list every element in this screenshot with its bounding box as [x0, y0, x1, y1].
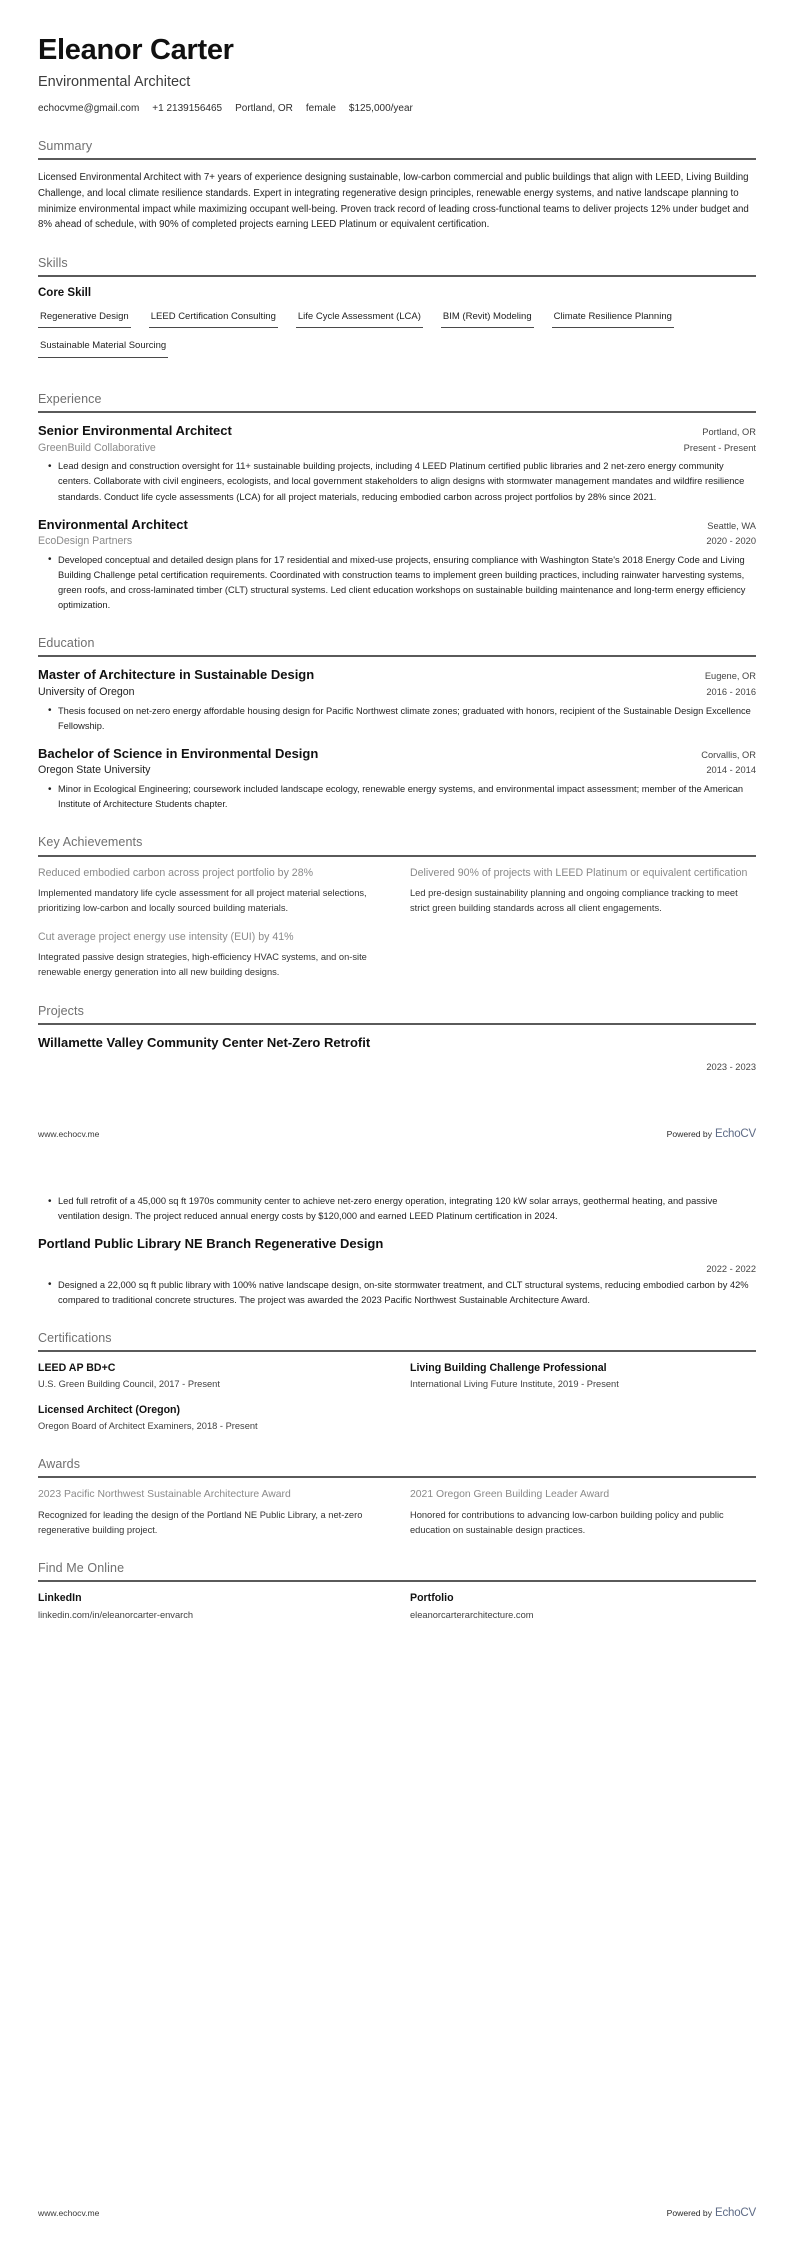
footer-site-url[interactable]: www.echocv.me — [38, 1129, 100, 1139]
section-heading-certifications: Certifications — [38, 1331, 112, 1346]
section-heading-projects: Projects — [38, 1003, 84, 1018]
award-item — [410, 1487, 756, 1538]
section-key-achievements — [38, 834, 756, 980]
certification-item — [38, 1361, 384, 1392]
skill-chip: Climate Resilience Planning — [552, 310, 674, 328]
achievements-column-left — [38, 866, 384, 981]
experience-location: Portland, OR — [702, 427, 756, 438]
education-bullet: • Minor in Ecological Engineering; coursework included landscape ecology, renewable energy systems, and environmental impact assessment; member of the American Institute of Architecture Students chapter. — [50, 782, 756, 812]
experience-entry — [38, 422, 756, 505]
section-education — [38, 635, 756, 812]
section-experience — [38, 391, 756, 613]
section-skills — [38, 255, 756, 369]
online-link-portfolio[interactable] — [410, 1591, 756, 1623]
contact-email[interactable]: echocvme@gmail.com — [38, 103, 140, 115]
education-bullets — [38, 704, 756, 734]
section-divider — [38, 158, 756, 160]
online-link-url[interactable]: eleanorcarterarchitecture.com — [410, 1609, 534, 1620]
award-description: Recognized for leading the design of the Portland NE Public Library, a net-zero regenerative building project. — [38, 1509, 363, 1535]
certification-name: LEED AP BD+C — [38, 1362, 116, 1375]
experience-bullets — [38, 553, 756, 613]
contact-phone[interactable]: +1 2139156465 — [152, 103, 223, 115]
project-dates: 2022 - 2022 — [706, 1263, 756, 1274]
section-divider — [38, 855, 756, 857]
candidate-name: Eleanor Carter — [38, 34, 234, 66]
page-footer-2 — [38, 2207, 756, 2219]
section-heading-education: Education — [38, 636, 95, 651]
experience-bullet: • Developed conceptual and detailed design plans for 17 residential and mixed-use projects, ensuring compliance with Washington State's 2018 Energy Code and Living Building Challenge petal certification requirements. Coordinated with construction teams to implement green building practices, including rainwater harvesting systems, green roofs, and cross-laminated timber (CLT) structural systems. Led client education workshops on sustainable building maintenance and long-term energy efficiency optimization. — [50, 553, 756, 613]
contact-salary: $125,000/year — [348, 103, 413, 115]
education-dates: 2014 - 2014 — [706, 765, 756, 776]
experience-entry — [38, 516, 756, 614]
award-item — [38, 1487, 384, 1538]
award-description: Honored for contributions to advancing low-carbon building policy and public education on sustainable design practices. — [410, 1509, 724, 1535]
online-links-columns — [38, 1591, 756, 1623]
certification-item — [38, 1403, 384, 1434]
online-link-linkedin[interactable] — [38, 1591, 384, 1623]
experience-entry-header — [38, 422, 756, 440]
certification-name: Licensed Architect (Oregon) — [38, 1404, 181, 1417]
section-divider — [38, 1476, 756, 1478]
skill-chip: Regenerative Design — [38, 310, 131, 328]
section-heading-find-me-online: Find Me Online — [38, 1560, 125, 1575]
section-heading-summary: Summary — [38, 139, 93, 154]
project-name: Willamette Valley Community Center Net-Zero Retrofit — [38, 1034, 371, 1050]
achievement-item — [38, 930, 384, 981]
experience-entry-subheader — [38, 441, 756, 456]
experience-company: GreenBuild Collaborative — [38, 441, 156, 454]
skill-chip: BIM (Revit) Modeling — [441, 310, 534, 328]
candidate-job-title: Environmental Architect — [38, 74, 191, 91]
section-heading-experience: Experience — [38, 391, 102, 406]
education-degree: Master of Architecture in Sustainable Design — [38, 667, 315, 683]
achievements-column-right — [410, 866, 756, 981]
education-entry-subheader — [38, 685, 756, 700]
section-certifications — [38, 1330, 756, 1434]
certification-issuer: U.S. Green Building Council, 2017 - Present — [38, 1379, 220, 1390]
online-link-url[interactable]: linkedin.com/in/eleanorcarter-envarch — [38, 1609, 194, 1620]
project-bullets — [38, 1194, 756, 1224]
experience-location: Seattle, WA — [707, 520, 756, 531]
footer-site-url[interactable]: www.echocv.me — [38, 2208, 100, 2218]
project-name: Portland Public Library NE Branch Regenerative Design — [38, 1236, 384, 1252]
footer-brand-name[interactable]: EchoCV — [715, 1128, 756, 1140]
section-divider — [38, 1350, 756, 1352]
experience-role: Senior Environmental Architect — [38, 423, 232, 439]
footer-powered-by — [667, 2207, 756, 2219]
footer-powered-by — [667, 1128, 756, 1140]
skill-group-name: Core Skill — [38, 287, 92, 300]
education-degree: Bachelor of Science in Environmental Design — [38, 745, 319, 761]
experience-role: Environmental Architect — [38, 516, 188, 532]
experience-entry-subheader — [38, 534, 756, 549]
education-location: Eugene, OR — [704, 671, 756, 682]
certification-name: Living Building Challenge Professional — [410, 1362, 607, 1375]
contact-gender: female — [305, 103, 336, 115]
footer-brand-name[interactable]: EchoCV — [715, 2207, 756, 2219]
section-divider — [38, 655, 756, 657]
education-bullet: • Thesis focused on net-zero energy affordable housing design for Pacific Northwest climate zones; graduated with honors, recipient of the Sustainable Design Excellence Fellowship. — [50, 704, 756, 734]
education-entry-subheader — [38, 763, 756, 778]
section-divider — [38, 275, 756, 277]
achievement-item — [410, 866, 756, 917]
section-heading-key-achievements: Key Achievements — [38, 835, 143, 850]
resume-header — [38, 0, 756, 116]
section-heading-awards: Awards — [38, 1456, 81, 1471]
certifications-column-right — [410, 1361, 756, 1434]
footer-powered-label: Powered by — [666, 1129, 712, 1139]
experience-bullets — [38, 459, 756, 504]
awards-columns — [38, 1487, 756, 1538]
project-dates-row — [38, 1062, 756, 1072]
achievement-description: Led pre-design sustainability planning and ongoing compliance tracking to meet strict green building standards across all client engagements. — [410, 888, 738, 914]
contact-info-row — [38, 102, 756, 116]
education-entry-header — [38, 745, 756, 763]
skill-chip: LEED Certification Consulting — [149, 310, 278, 328]
skill-chip: Life Cycle Assessment (LCA) — [296, 310, 423, 328]
experience-dates: 2020 - 2020 — [706, 536, 756, 547]
certification-item — [410, 1361, 756, 1392]
education-school: Oregon State University — [38, 764, 151, 777]
achievement-title: Delivered 90% of projects with LEED Platinum or equivalent certification — [410, 866, 748, 879]
section-find-me-online — [38, 1560, 756, 1623]
project-bullets — [38, 1278, 756, 1308]
experience-dates: Present - Present — [683, 442, 756, 453]
achievement-title: Reduced embodied carbon across project portfolio by 28% — [38, 866, 314, 879]
footer-powered-label: Powered by — [666, 2208, 712, 2218]
certifications-columns — [38, 1361, 756, 1434]
experience-company: EcoDesign Partners — [38, 535, 133, 548]
contact-location: Portland, OR — [235, 103, 293, 115]
skill-chip-list — [38, 310, 756, 369]
skill-chip: Sustainable Material Sourcing — [38, 339, 168, 357]
education-entry — [38, 666, 756, 733]
section-heading-skills: Skills — [38, 256, 68, 270]
achievements-columns — [38, 866, 756, 981]
section-summary — [38, 138, 756, 233]
education-location: Corvallis, OR — [701, 749, 756, 760]
achievement-item — [38, 866, 384, 917]
online-link-label: LinkedIn — [38, 1592, 82, 1605]
project-bullet: • Led full retrofit of a 45,000 sq ft 1970s community center to achieve net-zero energy operation, integrating 120 kW solar arrays, geothermal heating, and passive ventilation design. The project reduced annual energy costs by $120,000 and earned LEED Platinum certification in 2024. — [50, 1194, 756, 1224]
certification-issuer: Oregon Board of Architect Examiners, 2018 - Present — [38, 1420, 258, 1431]
award-title: 2021 Oregon Green Building Leader Award — [410, 1489, 610, 1501]
project-bullet: • Designed a 22,000 sq ft public library with 100% native landscape design, on-site stormwater treatment, and CLT structural systems, reducing embodied carbon by 42% compared to traditional concrete structures. The project was awarded the 2023 Pacific Northwest Sustainable Architecture Award. — [50, 1278, 756, 1308]
section-projects — [38, 1003, 756, 1309]
section-divider — [38, 411, 756, 413]
education-entry-header — [38, 666, 756, 684]
certification-issuer: International Living Future Institute, 2019 - Present — [410, 1379, 619, 1390]
section-divider — [38, 1580, 756, 1582]
project-dates: 2023 - 2023 — [706, 1062, 756, 1073]
summary-text: Licensed Environmental Architect with 7+ years of experience designing sustainable, low-carbon commercial and public buildings that align with LEED, Living Building Challenge, and local climate resilience standards. Expert in integrating regenerative design principles, renewable energy systems, and native landscape planning to minimize environmental impact while maximizing occupant well-being. Proven track record of leading cross-functional teams to deliver projects 12% under budget and 8% ahead of schedule, with 90% of completed projects earning LEED Platinum or equivalent certification. — [38, 172, 749, 231]
experience-bullet: • Lead design and construction oversight for 11+ sustainable building projects, including 4 LEED Platinum certified public libraries and 2 net-zero energy community centers. Collaborate with civil engineers, ecologists, and local government stakeholders to align designs with stormwater management mandates and wildfire resilience standards. Conduct life cycle assessments (LCA) for all project materials, reducing embodied carbon across project portfolios by 28% since 2021. — [50, 459, 756, 504]
experience-entry-header — [38, 516, 756, 534]
achievement-description: Integrated passive design strategies, high-efficiency HVAC systems, and on-site renewable energy generation into all new building designs. — [38, 952, 367, 978]
education-entry — [38, 745, 756, 812]
section-awards — [38, 1456, 756, 1538]
achievement-description: Implemented mandatory life cycle assessment for all project material selections, prioritizing low-carbon and locally sourced building materials. — [38, 888, 367, 914]
section-divider — [38, 1023, 756, 1025]
education-bullets — [38, 782, 756, 812]
page-footer-1 — [38, 1128, 756, 1140]
education-school: University of Oregon — [38, 685, 135, 698]
project-dates-row — [38, 1264, 756, 1274]
education-dates: 2016 - 2016 — [706, 686, 756, 697]
online-link-label: Portfolio — [410, 1592, 454, 1605]
achievement-title: Cut average project energy use intensity (EUI) by 41% — [38, 930, 294, 943]
award-title: 2023 Pacific Northwest Sustainable Architecture Award — [38, 1489, 291, 1501]
project-entry — [38, 1235, 756, 1308]
certifications-column-left — [38, 1361, 384, 1434]
